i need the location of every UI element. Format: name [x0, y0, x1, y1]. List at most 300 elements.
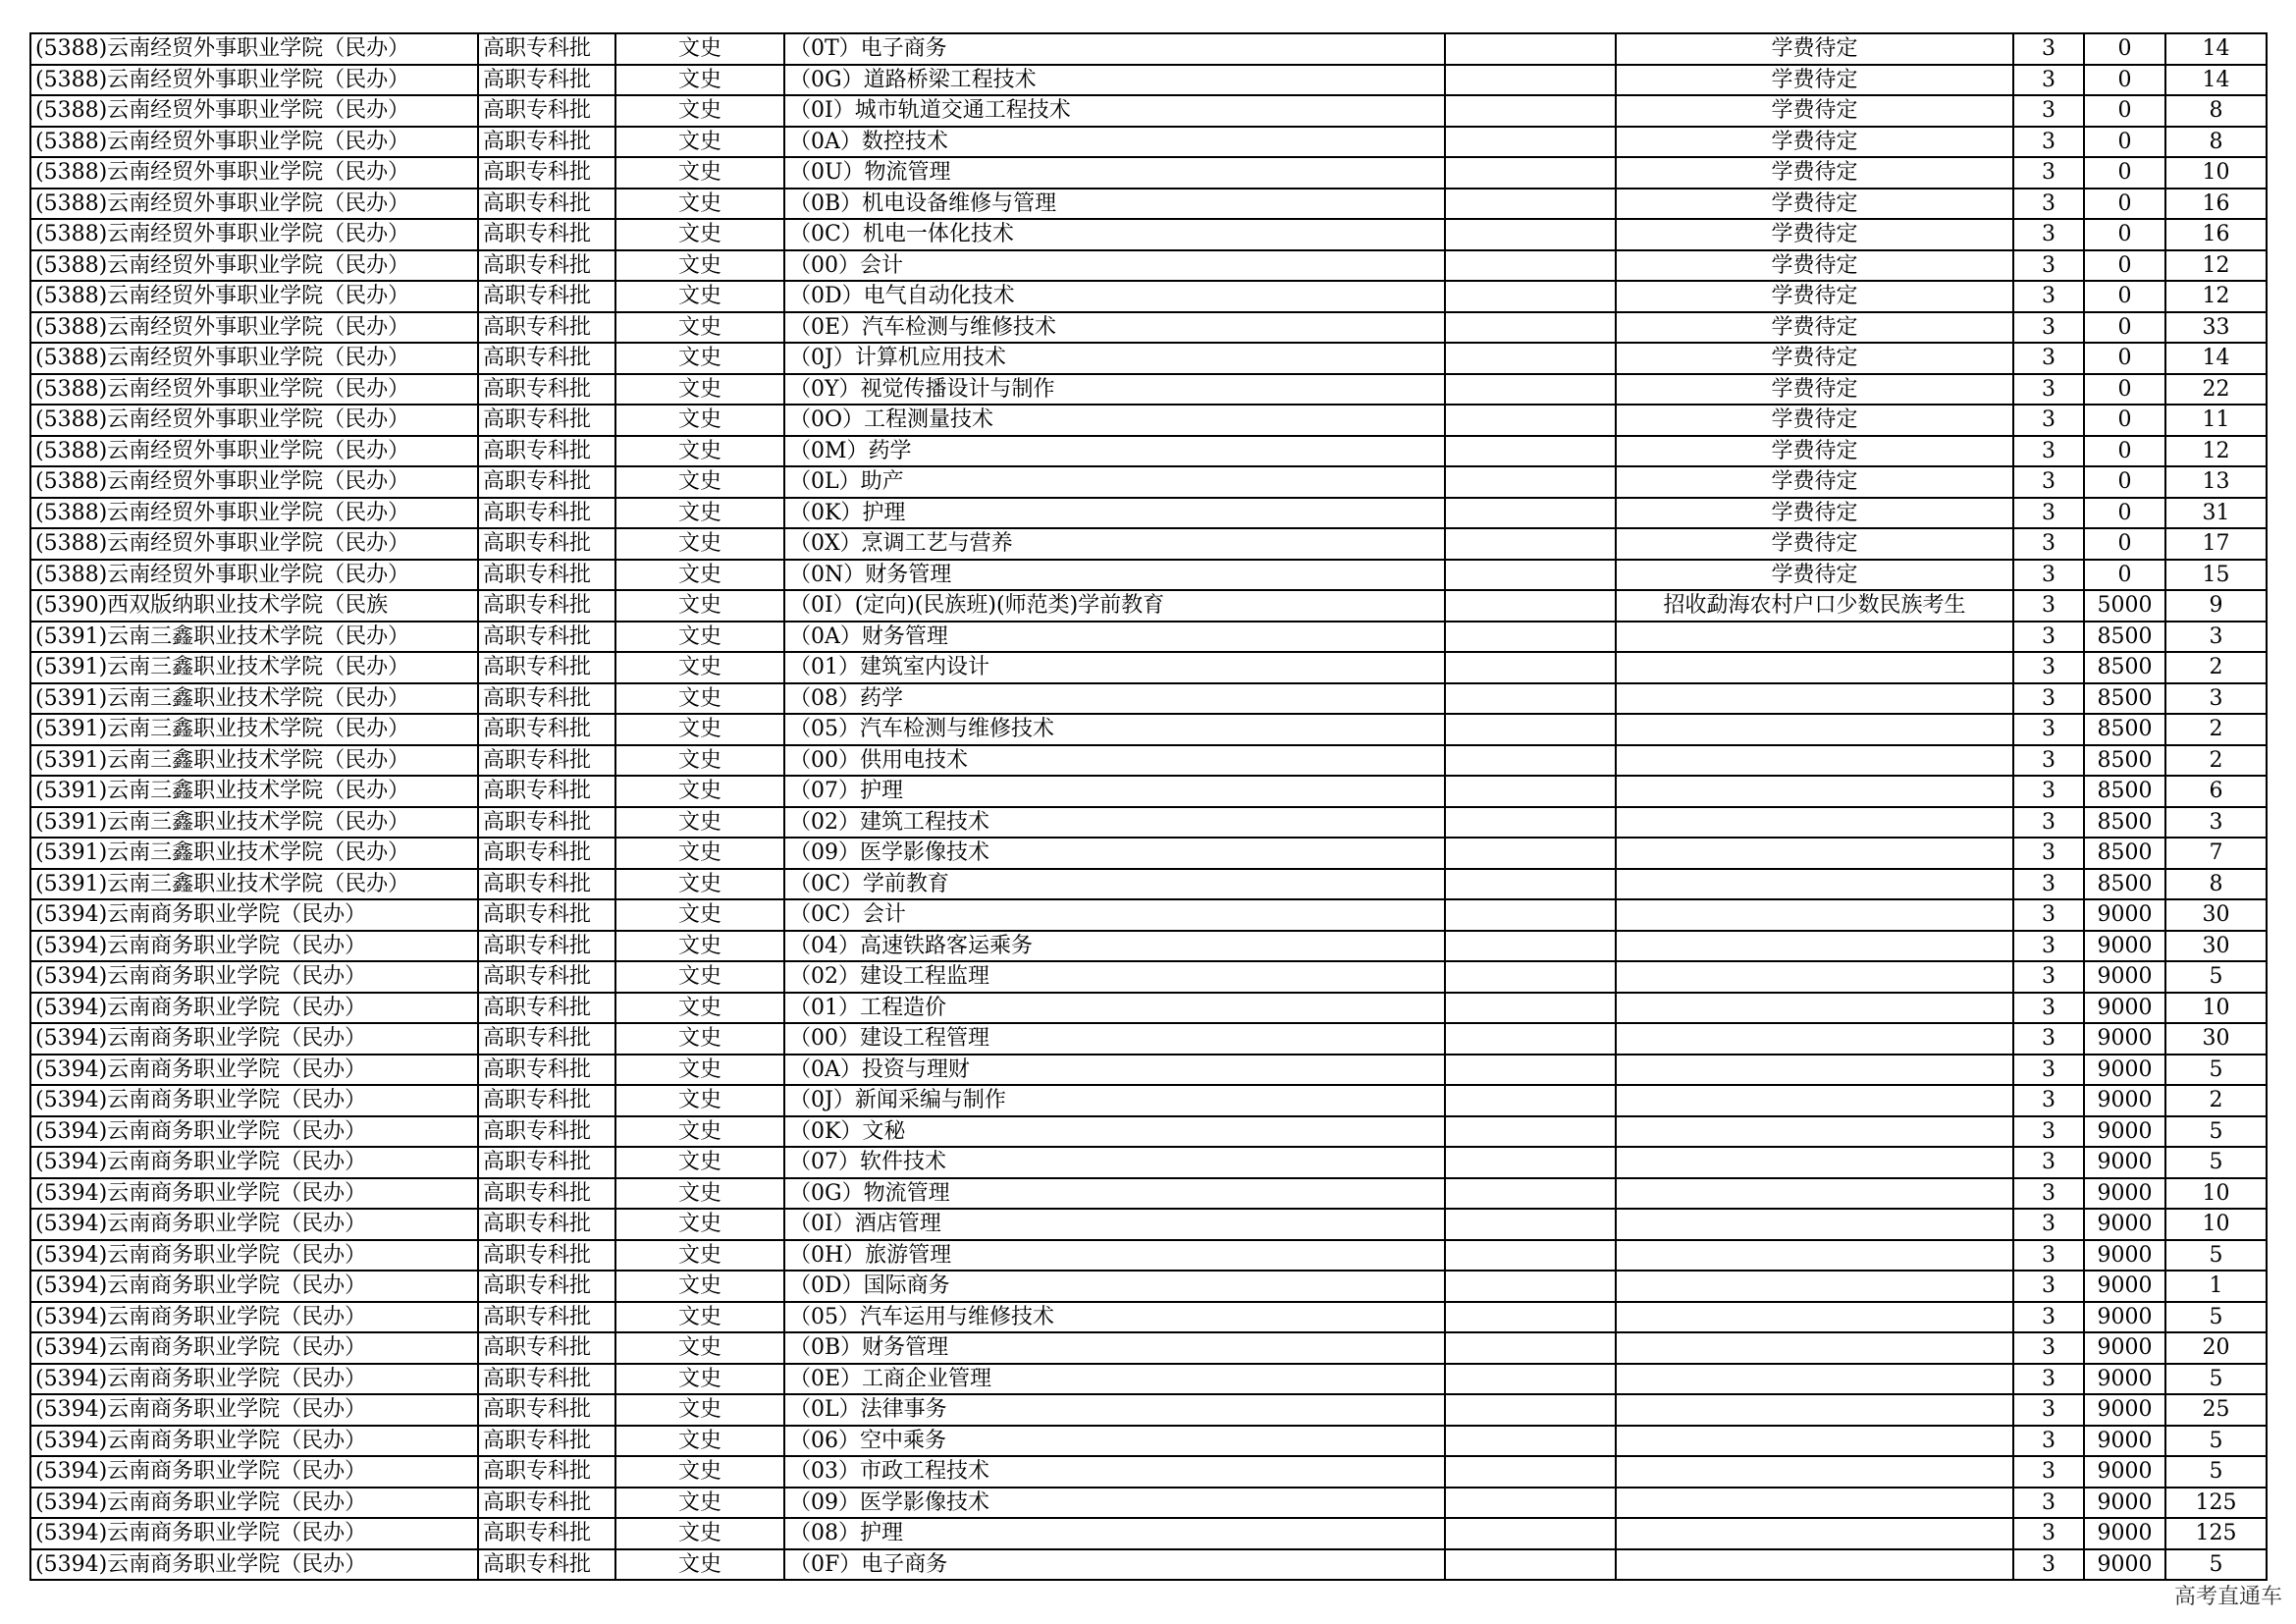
school-name-cell: (5388)云南经贸外事职业学院（民办） — [30, 343, 478, 374]
blank-cell — [1445, 590, 1616, 622]
years-cell: 3 — [2013, 157, 2084, 189]
table-row — [30, 1209, 2267, 1240]
years-cell: 3 — [2013, 961, 2084, 993]
tuition-cell: 0 — [2084, 312, 2165, 344]
blank-cell — [1445, 1518, 1616, 1549]
plan-count-cell: 16 — [2165, 189, 2267, 220]
blank-cell — [1445, 899, 1616, 931]
major-cell: （01）工程造价 — [784, 993, 1445, 1024]
note-cell — [1616, 1394, 2013, 1426]
batch-cell: 高职专科批 — [478, 157, 615, 189]
years-cell: 3 — [2013, 189, 2084, 220]
table-row — [30, 466, 2267, 498]
note-cell — [1616, 1023, 2013, 1055]
table-row — [30, 590, 2267, 622]
batch-cell: 高职专科批 — [478, 405, 615, 436]
table-row — [30, 1488, 2267, 1519]
plan-count-cell: 10 — [2165, 1178, 2267, 1210]
plan-count-cell: 8 — [2165, 95, 2267, 127]
major-cell: （0I）城市轨道交通工程技术 — [784, 95, 1445, 127]
note-cell — [1616, 1302, 2013, 1333]
table-row — [30, 95, 2267, 127]
tuition-cell: 9000 — [2084, 1302, 2165, 1333]
school-name-cell: (5394)云南商务职业学院（民办） — [30, 1426, 478, 1457]
major-cell: （0I）酒店管理 — [784, 1209, 1445, 1240]
years-cell: 3 — [2013, 652, 2084, 683]
major-cell: （0N）财务管理 — [784, 560, 1445, 591]
major-cell: （0I）(定向)(民族班)(师范类)学前教育 — [784, 590, 1445, 622]
note-cell — [1616, 1271, 2013, 1302]
blank-cell — [1445, 1209, 1616, 1240]
major-cell: （0U）物流管理 — [784, 157, 1445, 189]
plan-count-cell: 12 — [2165, 250, 2267, 282]
table-row — [30, 869, 2267, 900]
blank-cell — [1445, 1023, 1616, 1055]
tuition-cell: 0 — [2084, 560, 2165, 591]
blank-cell — [1445, 528, 1616, 560]
plan-count-cell: 31 — [2165, 498, 2267, 529]
batch-cell: 高职专科批 — [478, 219, 615, 250]
blank-cell — [1445, 1364, 1616, 1395]
subject-cell: 文史 — [615, 1394, 784, 1426]
school-name-cell: (5394)云南商务职业学院（民办） — [30, 1147, 478, 1178]
blank-cell — [1445, 1456, 1616, 1488]
major-cell: （0E）汽车检测与维修技术 — [784, 312, 1445, 344]
tuition-cell: 9000 — [2084, 1518, 2165, 1549]
tuition-cell: 0 — [2084, 157, 2165, 189]
batch-cell: 高职专科批 — [478, 1426, 615, 1457]
major-cell: （0T）电子商务 — [784, 33, 1445, 65]
school-name-cell: (5394)云南商务职业学院（民办） — [30, 1209, 478, 1240]
years-cell: 3 — [2013, 1549, 2084, 1581]
plan-count-cell: 8 — [2165, 127, 2267, 158]
years-cell: 3 — [2013, 622, 2084, 653]
subject-cell: 文史 — [615, 1302, 784, 1333]
batch-cell: 高职专科批 — [478, 1456, 615, 1488]
major-cell: （00）会计 — [784, 250, 1445, 282]
batch-cell: 高职专科批 — [478, 931, 615, 962]
table-row — [30, 528, 2267, 560]
blank-cell — [1445, 219, 1616, 250]
plan-count-cell: 5 — [2165, 1302, 2267, 1333]
blank-cell — [1445, 931, 1616, 962]
batch-cell: 高职专科批 — [478, 189, 615, 220]
blank-cell — [1445, 127, 1616, 158]
tuition-cell: 9000 — [2084, 1271, 2165, 1302]
blank-cell — [1445, 776, 1616, 807]
years-cell: 3 — [2013, 560, 2084, 591]
blank-cell — [1445, 1394, 1616, 1426]
batch-cell: 高职专科批 — [478, 622, 615, 653]
table-row — [30, 1023, 2267, 1055]
blank-cell — [1445, 65, 1616, 96]
admissions-table — [29, 32, 2268, 1581]
table-row — [30, 219, 2267, 250]
blank-cell — [1445, 1116, 1616, 1148]
blank-cell — [1445, 466, 1616, 498]
note-cell: 学费待定 — [1616, 95, 2013, 127]
batch-cell: 高职专科批 — [478, 374, 615, 406]
major-cell: （09）医学影像技术 — [784, 838, 1445, 869]
batch-cell: 高职专科批 — [478, 1302, 615, 1333]
major-cell: （0A）财务管理 — [784, 622, 1445, 653]
table-row — [30, 498, 2267, 529]
years-cell: 3 — [2013, 807, 2084, 839]
major-cell: （0A）投资与理财 — [784, 1055, 1445, 1086]
years-cell: 3 — [2013, 1488, 2084, 1519]
tuition-cell: 9000 — [2084, 1023, 2165, 1055]
table-row — [30, 157, 2267, 189]
plan-count-cell: 5 — [2165, 1549, 2267, 1581]
note-cell — [1616, 1209, 2013, 1240]
tuition-cell: 8500 — [2084, 745, 2165, 777]
subject-cell: 文史 — [615, 1488, 784, 1519]
subject-cell: 文史 — [615, 590, 784, 622]
school-name-cell: (5394)云南商务职业学院（民办） — [30, 899, 478, 931]
table-row — [30, 33, 2267, 65]
school-name-cell: (5388)云南经贸外事职业学院（民办） — [30, 498, 478, 529]
batch-cell: 高职专科批 — [478, 1549, 615, 1581]
school-name-cell: (5394)云南商务职业学院（民办） — [30, 1364, 478, 1395]
major-cell: （0B）财务管理 — [784, 1332, 1445, 1364]
school-name-cell: (5388)云南经贸外事职业学院（民办） — [30, 528, 478, 560]
tuition-cell: 8500 — [2084, 838, 2165, 869]
school-name-cell: (5394)云南商务职业学院（民办） — [30, 1085, 478, 1116]
blank-cell — [1445, 869, 1616, 900]
tuition-cell: 9000 — [2084, 1178, 2165, 1210]
note-cell — [1616, 961, 2013, 993]
tuition-cell: 9000 — [2084, 1426, 2165, 1457]
school-name-cell: (5394)云南商务职业学院（民办） — [30, 1240, 478, 1272]
plan-count-cell: 2 — [2165, 1085, 2267, 1116]
tuition-cell: 8500 — [2084, 622, 2165, 653]
years-cell: 3 — [2013, 1055, 2084, 1086]
school-name-cell: (5394)云南商务职业学院（民办） — [30, 1023, 478, 1055]
table-row — [30, 652, 2267, 683]
blank-cell — [1445, 560, 1616, 591]
years-cell: 3 — [2013, 1456, 2084, 1488]
plan-count-cell: 14 — [2165, 33, 2267, 65]
batch-cell: 高职专科批 — [478, 65, 615, 96]
note-cell — [1616, 714, 2013, 745]
blank-cell — [1445, 436, 1616, 467]
table-row — [30, 899, 2267, 931]
years-cell: 3 — [2013, 838, 2084, 869]
years-cell: 3 — [2013, 590, 2084, 622]
blank-cell — [1445, 157, 1616, 189]
major-cell: （0X）烹调工艺与营养 — [784, 528, 1445, 560]
tuition-cell: 9000 — [2084, 1085, 2165, 1116]
blank-cell — [1445, 1426, 1616, 1457]
tuition-cell: 9000 — [2084, 931, 2165, 962]
note-cell: 学费待定 — [1616, 189, 2013, 220]
blank-cell — [1445, 961, 1616, 993]
batch-cell: 高职专科批 — [478, 127, 615, 158]
table-row — [30, 281, 2267, 312]
school-name-cell: (5394)云南商务职业学院（民办） — [30, 1549, 478, 1581]
tuition-cell: 8500 — [2084, 869, 2165, 900]
major-cell: （00）建设工程管理 — [784, 1023, 1445, 1055]
note-cell — [1616, 1332, 2013, 1364]
plan-count-cell: 30 — [2165, 899, 2267, 931]
tuition-cell: 9000 — [2084, 1147, 2165, 1178]
table-row — [30, 1085, 2267, 1116]
subject-cell: 文史 — [615, 95, 784, 127]
blank-cell — [1445, 374, 1616, 406]
tuition-cell: 0 — [2084, 343, 2165, 374]
plan-count-cell: 7 — [2165, 838, 2267, 869]
subject-cell: 文史 — [615, 838, 784, 869]
years-cell: 3 — [2013, 1085, 2084, 1116]
tuition-cell: 0 — [2084, 281, 2165, 312]
school-name-cell: (5391)云南三鑫职业技术学院（民办） — [30, 838, 478, 869]
subject-cell: 文史 — [615, 1055, 784, 1086]
table-row — [30, 776, 2267, 807]
major-cell: （0E）工商企业管理 — [784, 1364, 1445, 1395]
tuition-cell: 9000 — [2084, 1364, 2165, 1395]
subject-cell: 文史 — [615, 157, 784, 189]
plan-count-cell: 6 — [2165, 776, 2267, 807]
subject-cell: 文史 — [615, 498, 784, 529]
subject-cell: 文史 — [615, 683, 784, 715]
tuition-cell: 0 — [2084, 250, 2165, 282]
note-cell — [1616, 683, 2013, 715]
table-row — [30, 1394, 2267, 1426]
table-row — [30, 1518, 2267, 1549]
note-cell: 学费待定 — [1616, 250, 2013, 282]
years-cell: 3 — [2013, 374, 2084, 406]
school-name-cell: (5388)云南经贸外事职业学院（民办） — [30, 436, 478, 467]
tuition-cell: 0 — [2084, 95, 2165, 127]
table-row — [30, 374, 2267, 406]
major-cell: （0G）道路桥梁工程技术 — [784, 65, 1445, 96]
major-cell: （0D）国际商务 — [784, 1271, 1445, 1302]
blank-cell — [1445, 312, 1616, 344]
plan-count-cell: 16 — [2165, 219, 2267, 250]
years-cell: 3 — [2013, 714, 2084, 745]
batch-cell: 高职专科批 — [478, 683, 615, 715]
blank-cell — [1445, 1055, 1616, 1086]
years-cell: 3 — [2013, 1147, 2084, 1178]
school-name-cell: (5394)云南商务职业学院（民办） — [30, 1394, 478, 1426]
tuition-cell: 5000 — [2084, 590, 2165, 622]
tuition-cell: 9000 — [2084, 1055, 2165, 1086]
years-cell: 3 — [2013, 1332, 2084, 1364]
years-cell: 3 — [2013, 1271, 2084, 1302]
batch-cell: 高职专科批 — [478, 1055, 615, 1086]
batch-cell: 高职专科批 — [478, 466, 615, 498]
school-name-cell: (5388)云南经贸外事职业学院（民办） — [30, 560, 478, 591]
note-cell: 学费待定 — [1616, 33, 2013, 65]
note-cell — [1616, 1364, 2013, 1395]
years-cell: 3 — [2013, 1209, 2084, 1240]
batch-cell: 高职专科批 — [478, 560, 615, 591]
blank-cell — [1445, 498, 1616, 529]
school-name-cell: (5394)云南商务职业学院（民办） — [30, 961, 478, 993]
subject-cell: 文史 — [615, 1518, 784, 1549]
batch-cell: 高职专科批 — [478, 993, 615, 1024]
batch-cell: 高职专科批 — [478, 312, 615, 344]
note-cell — [1616, 622, 2013, 653]
plan-count-cell: 5 — [2165, 961, 2267, 993]
plan-count-cell: 11 — [2165, 405, 2267, 436]
school-name-cell: (5394)云南商务职业学院（民办） — [30, 1116, 478, 1148]
years-cell: 3 — [2013, 343, 2084, 374]
major-cell: （02）建筑工程技术 — [784, 807, 1445, 839]
subject-cell: 文史 — [615, 899, 784, 931]
note-cell — [1616, 1240, 2013, 1272]
table-row — [30, 931, 2267, 962]
batch-cell: 高职专科批 — [478, 652, 615, 683]
tuition-cell: 0 — [2084, 498, 2165, 529]
blank-cell — [1445, 1085, 1616, 1116]
subject-cell: 文史 — [615, 714, 784, 745]
subject-cell: 文史 — [615, 622, 784, 653]
school-name-cell: (5391)云南三鑫职业技术学院（民办） — [30, 745, 478, 777]
batch-cell: 高职专科批 — [478, 498, 615, 529]
tuition-cell: 0 — [2084, 374, 2165, 406]
blank-cell — [1445, 281, 1616, 312]
school-name-cell: (5391)云南三鑫职业技术学院（民办） — [30, 683, 478, 715]
plan-count-cell: 5 — [2165, 1240, 2267, 1272]
note-cell — [1616, 1549, 2013, 1581]
subject-cell: 文史 — [615, 312, 784, 344]
years-cell: 3 — [2013, 219, 2084, 250]
major-cell: （08）药学 — [784, 683, 1445, 715]
batch-cell: 高职专科批 — [478, 1023, 615, 1055]
subject-cell: 文史 — [615, 745, 784, 777]
table-row — [30, 1178, 2267, 1210]
subject-cell: 文史 — [615, 405, 784, 436]
plan-count-cell: 5 — [2165, 1456, 2267, 1488]
tuition-cell: 9000 — [2084, 1549, 2165, 1581]
note-cell: 学费待定 — [1616, 498, 2013, 529]
blank-cell — [1445, 343, 1616, 374]
note-cell — [1616, 1147, 2013, 1178]
years-cell: 3 — [2013, 312, 2084, 344]
tuition-cell: 9000 — [2084, 1116, 2165, 1148]
table-row — [30, 560, 2267, 591]
batch-cell: 高职专科批 — [478, 961, 615, 993]
school-name-cell: (5394)云南商务职业学院（民办） — [30, 1518, 478, 1549]
subject-cell: 文史 — [615, 189, 784, 220]
plan-count-cell: 25 — [2165, 1394, 2267, 1426]
plan-count-cell: 20 — [2165, 1332, 2267, 1364]
major-cell: （0C）学前教育 — [784, 869, 1445, 900]
plan-count-cell: 5 — [2165, 1116, 2267, 1148]
plan-count-cell: 30 — [2165, 1023, 2267, 1055]
years-cell: 3 — [2013, 745, 2084, 777]
plan-count-cell: 10 — [2165, 1209, 2267, 1240]
blank-cell — [1445, 250, 1616, 282]
tuition-cell: 9000 — [2084, 1394, 2165, 1426]
years-cell: 3 — [2013, 1023, 2084, 1055]
years-cell: 3 — [2013, 1116, 2084, 1148]
subject-cell: 文史 — [615, 127, 784, 158]
school-name-cell: (5388)云南经贸外事职业学院（民办） — [30, 466, 478, 498]
major-cell: （0H）旅游管理 — [784, 1240, 1445, 1272]
batch-cell: 高职专科批 — [478, 1178, 615, 1210]
tuition-cell: 8500 — [2084, 807, 2165, 839]
school-name-cell: (5394)云南商务职业学院（民办） — [30, 993, 478, 1024]
plan-count-cell: 8 — [2165, 869, 2267, 900]
blank-cell — [1445, 622, 1616, 653]
note-cell — [1616, 931, 2013, 962]
school-name-cell: (5391)云南三鑫职业技术学院（民办） — [30, 776, 478, 807]
note-cell — [1616, 1116, 2013, 1148]
major-cell: （0O）工程测量技术 — [784, 405, 1445, 436]
years-cell: 3 — [2013, 436, 2084, 467]
blank-cell — [1445, 807, 1616, 839]
blank-cell — [1445, 1302, 1616, 1333]
blank-cell — [1445, 1240, 1616, 1272]
note-cell — [1616, 869, 2013, 900]
tuition-cell: 0 — [2084, 219, 2165, 250]
major-cell: （02）建设工程监理 — [784, 961, 1445, 993]
table-row — [30, 993, 2267, 1024]
subject-cell: 文史 — [615, 374, 784, 406]
major-cell: （00）供用电技术 — [784, 745, 1445, 777]
batch-cell: 高职专科批 — [478, 776, 615, 807]
blank-cell — [1445, 189, 1616, 220]
tuition-cell: 0 — [2084, 65, 2165, 96]
plan-count-cell: 5 — [2165, 1364, 2267, 1395]
subject-cell: 文史 — [615, 1085, 784, 1116]
school-name-cell: (5394)云南商务职业学院（民办） — [30, 1302, 478, 1333]
plan-count-cell: 10 — [2165, 157, 2267, 189]
years-cell: 3 — [2013, 1302, 2084, 1333]
plan-count-cell: 22 — [2165, 374, 2267, 406]
plan-count-cell: 3 — [2165, 807, 2267, 839]
table-body — [30, 33, 2267, 1580]
batch-cell: 高职专科批 — [478, 343, 615, 374]
table-row — [30, 1116, 2267, 1148]
batch-cell: 高职专科批 — [478, 528, 615, 560]
major-cell: （0Y）视觉传播设计与制作 — [784, 374, 1445, 406]
batch-cell: 高职专科批 — [478, 869, 615, 900]
years-cell: 3 — [2013, 250, 2084, 282]
subject-cell: 文史 — [615, 1364, 784, 1395]
blank-cell — [1445, 95, 1616, 127]
blank-cell — [1445, 1332, 1616, 1364]
school-name-cell: (5388)云南经贸外事职业学院（民办） — [30, 219, 478, 250]
table-row — [30, 1147, 2267, 1178]
major-cell: （01）建筑室内设计 — [784, 652, 1445, 683]
note-cell — [1616, 1488, 2013, 1519]
table-row — [30, 189, 2267, 220]
plan-count-cell: 9 — [2165, 590, 2267, 622]
tuition-cell: 8500 — [2084, 776, 2165, 807]
table-row — [30, 1456, 2267, 1488]
school-name-cell: (5394)云南商务职业学院（民办） — [30, 1488, 478, 1519]
school-name-cell: (5391)云南三鑫职业技术学院（民办） — [30, 869, 478, 900]
major-cell: （07）软件技术 — [784, 1147, 1445, 1178]
tuition-cell: 0 — [2084, 436, 2165, 467]
subject-cell: 文史 — [615, 219, 784, 250]
school-name-cell: (5388)云南经贸外事职业学院（民办） — [30, 33, 478, 65]
note-cell — [1616, 652, 2013, 683]
tuition-cell: 9000 — [2084, 1209, 2165, 1240]
subject-cell: 文史 — [615, 807, 784, 839]
plan-count-cell: 2 — [2165, 652, 2267, 683]
note-cell: 学费待定 — [1616, 436, 2013, 467]
major-cell: （0J）计算机应用技术 — [784, 343, 1445, 374]
major-cell: （0A）数控技术 — [784, 127, 1445, 158]
major-cell: （0K）文秘 — [784, 1116, 1445, 1148]
plan-count-cell: 125 — [2165, 1488, 2267, 1519]
plan-count-cell: 10 — [2165, 993, 2267, 1024]
subject-cell: 文史 — [615, 65, 784, 96]
